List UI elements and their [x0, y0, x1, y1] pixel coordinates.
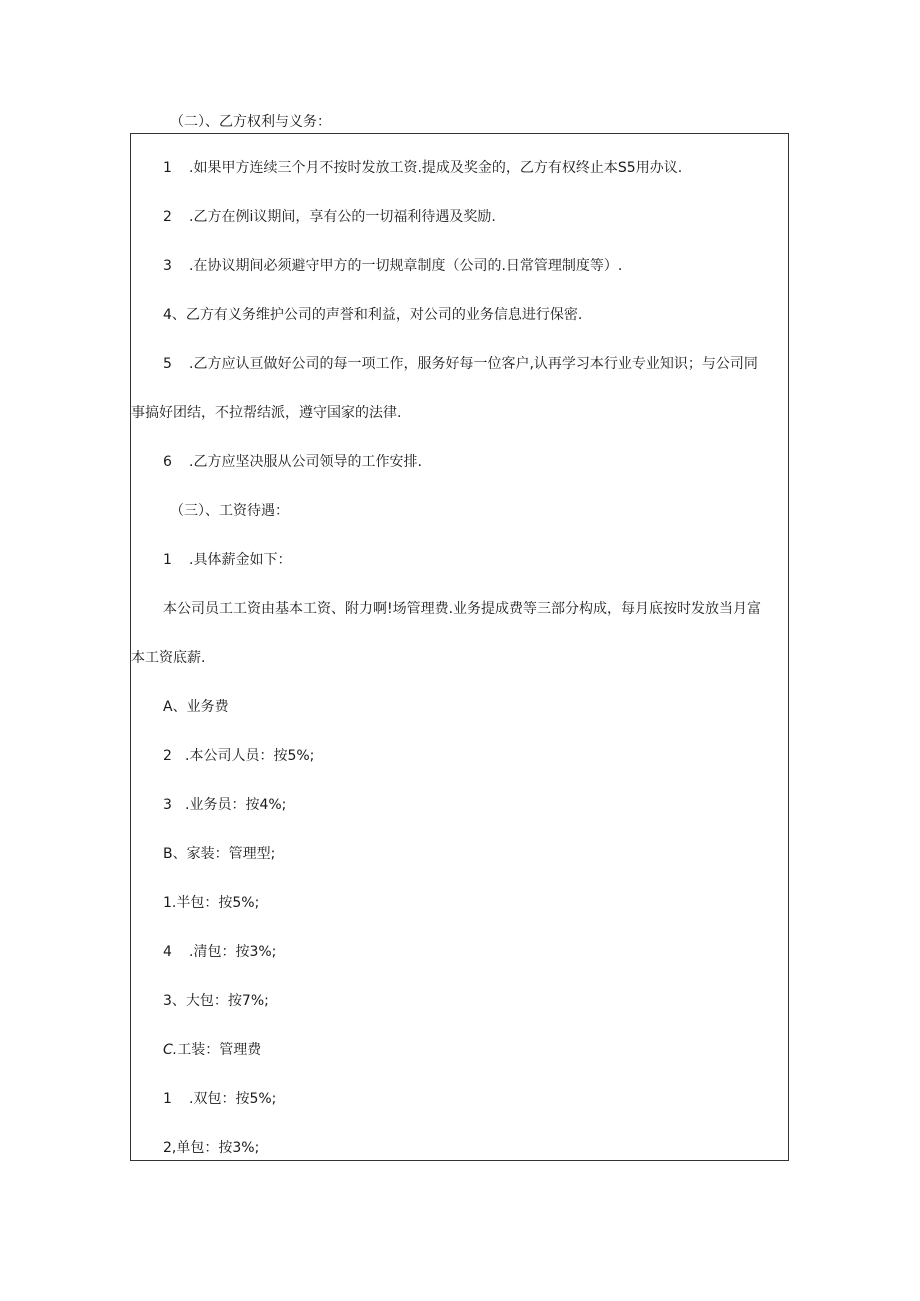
item-number: 4 — [163, 944, 172, 960]
item-text: .双包：按5%; — [189, 1091, 277, 1107]
paragraph-line: 本工资底薪. — [131, 650, 206, 666]
item-number: 2 — [163, 209, 172, 225]
list-item — [163, 893, 259, 913]
item-number: 1 — [163, 160, 172, 176]
item-text: .乙方应坚决服从公司领导的工作安排. — [189, 454, 422, 470]
item-number: 1 — [163, 1091, 172, 1107]
list-item — [163, 1138, 259, 1158]
list-item-continuation: 事搞好团结，不拉帮结派，遵守国家的法律. — [131, 405, 402, 421]
item-number: 3 — [163, 258, 172, 274]
item-text: 2,单包：按3%; — [163, 1140, 260, 1156]
list-item — [163, 207, 496, 227]
item-text: .在协议期间必须避守甲方的一切规章制度（公司的.日常管理制度等）. — [189, 258, 623, 274]
item-number: 3 — [163, 797, 172, 813]
item-text: .具体薪金如下： — [189, 552, 292, 568]
item-text: .乙方在例i议期间，享有公的一切福利待遇及奖励. — [189, 209, 496, 225]
subheading-commercial-decoration — [163, 1040, 261, 1060]
item-text: 4、乙方有义务维护公司的声誉和利益，对公司的业务信息进行保密. — [163, 307, 583, 323]
item-text: .本公司人员：按5%; — [185, 748, 315, 764]
item-number: 5 — [163, 356, 172, 372]
list-item — [163, 746, 314, 766]
section-heading-salary: （三）、工资待遇： — [170, 503, 289, 519]
list-item — [163, 550, 291, 570]
list-item — [163, 942, 276, 962]
item-text: 1.半包：按5%; — [163, 895, 260, 911]
subheading-text: 工装：管理费 — [177, 1042, 262, 1058]
subheading-prefix: C. — [163, 1042, 178, 1058]
item-text: .乙方应认亘做好公司的每一项工作，服务好每一位客户,认再学习本行业专业知识；与公司同 — [189, 356, 758, 372]
list-item — [163, 991, 269, 1011]
paragraph-line: 本公司员工工资由基本工资、附力啊!场管理费.业务提成费等三部分构成，每月底按时发放当月富 — [163, 601, 762, 617]
list-item — [163, 354, 758, 374]
list-item — [163, 158, 682, 178]
item-text: .业务员：按4%; — [185, 797, 287, 813]
list-item — [163, 1089, 276, 1109]
section-heading-rights: （二）、乙方权利与义务： — [170, 114, 331, 130]
item-text: 3、大包：按7%; — [163, 993, 269, 1009]
item-text: .如果甲方连续三个月不按时发放工资.提成及奖金的，乙方有权终止本S5用办议. — [189, 160, 683, 176]
item-number: 2 — [163, 748, 172, 764]
list-item — [163, 256, 622, 276]
item-text: .清包：按3%; — [189, 944, 277, 960]
subheading-business-fee: A、业务费 — [163, 699, 229, 715]
list-item — [163, 452, 422, 472]
list-item — [163, 795, 286, 815]
list-item — [163, 305, 582, 325]
item-number: 6 — [163, 454, 172, 470]
subheading-home-decoration: B、家装：管理型; — [163, 846, 276, 862]
item-number: 1 — [163, 552, 172, 568]
